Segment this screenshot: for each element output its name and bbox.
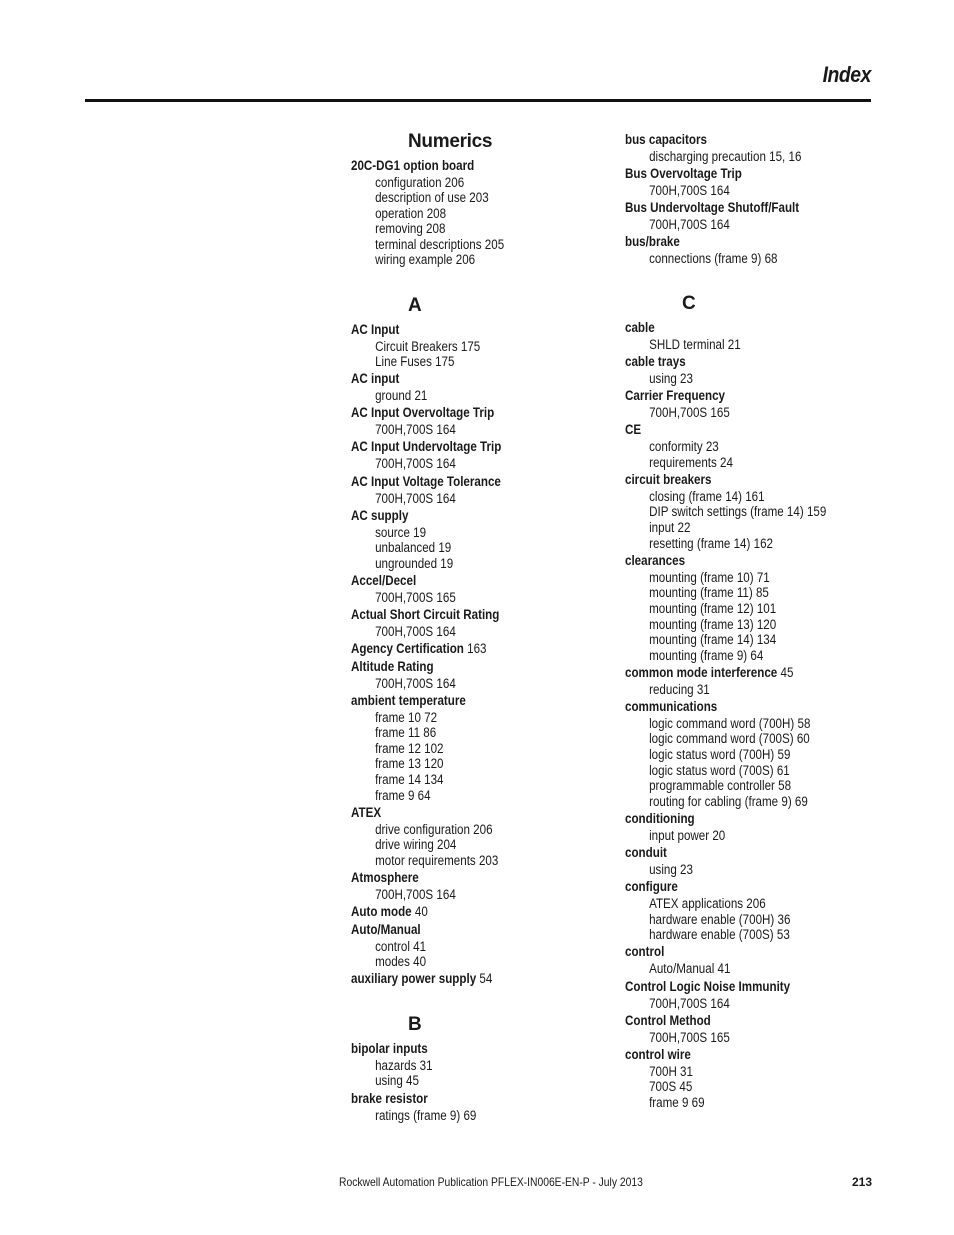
footer-page-number: 213: [852, 1175, 873, 1189]
index-subentry: SHLD terminal 21: [649, 336, 741, 352]
index-subentry: frame 12 102: [375, 740, 444, 756]
index-subentries: [625, 250, 895, 267]
index-subentry: mounting (frame 13) 120: [649, 616, 777, 632]
index-subentry: ATEX applications 206: [649, 896, 766, 912]
index-subentries: [625, 370, 895, 387]
index-subentries: [625, 895, 895, 943]
index-subentry: logic command word (700S) 60: [649, 731, 810, 747]
index-subentry: 700S 45: [649, 1079, 693, 1095]
index-subentry: configuration 206: [375, 174, 465, 190]
index-subentries: [351, 709, 621, 804]
entry-term-text: Altitude Rating: [351, 658, 434, 674]
index-entry-term: [351, 1039, 583, 1057]
entry-term-text: cable trays: [625, 353, 686, 369]
index-subentries: [351, 886, 621, 903]
index-subentry: 700H,700S 164: [375, 490, 456, 506]
entry-term-text: Accel/Decel: [351, 572, 417, 588]
index-entry-term: [351, 657, 583, 675]
index-subentries: [351, 455, 621, 472]
index-subentry: closing (frame 14) 161: [649, 488, 765, 504]
index-entry-term: [625, 977, 857, 995]
entry-term-text: Auto/Manual: [351, 921, 421, 937]
index-subentry: 700H 31: [649, 1063, 693, 1079]
entry-page-ref: 163: [467, 641, 487, 657]
index-subentries: [351, 1107, 621, 1124]
entry-term-text: common mode interference: [625, 664, 778, 680]
index-subentry: hardware enable (700S) 53: [649, 927, 790, 943]
index-section: [351, 1011, 621, 1123]
index-subentries: [625, 438, 895, 470]
index-subentry: 700H,700S 164: [649, 995, 730, 1011]
index-entry-term: [351, 506, 583, 524]
index-subentry: using 45: [375, 1073, 419, 1089]
index-subentries: [625, 995, 895, 1012]
entry-term-text: control wire: [625, 1046, 691, 1062]
index-subentry: Circuit Breakers 175: [375, 338, 481, 354]
entry-term-text: AC Input Overvoltage Trip: [351, 405, 495, 421]
index-subentries: [625, 1029, 895, 1046]
index-subentry: frame 14 134: [375, 772, 444, 788]
index-subentry: 700H,700S 164: [649, 182, 730, 198]
index-subentries: [351, 589, 621, 606]
index-entry-term: [351, 472, 583, 490]
index-entry-term: [625, 130, 857, 148]
entry-term-text: ATEX: [351, 804, 382, 820]
index-subentry: operation 208: [375, 205, 447, 221]
entry-term-text: ambient temperature: [351, 692, 466, 708]
index-subentry: drive configuration 206: [375, 821, 493, 837]
index-entry-term: [625, 1011, 857, 1029]
entry-term-text: CE: [625, 422, 642, 438]
index-subentry: ground 21: [375, 388, 428, 404]
index-section: [351, 128, 621, 268]
index-subentry: logic command word (700H) 58: [649, 715, 811, 731]
index-subentry: using 23: [649, 862, 693, 878]
index-subentry: resetting (frame 14) 162: [649, 535, 773, 551]
section-heading: B: [408, 1014, 422, 1036]
index-subentry: 700H,700S 164: [375, 456, 456, 472]
entry-term-text: AC Input Undervoltage Trip: [351, 439, 502, 455]
index-entry-term: [351, 970, 583, 988]
index-subentry: mounting (frame 11) 85: [649, 585, 769, 601]
index-entry-term: [351, 903, 583, 921]
index-subentry: frame 10 72: [375, 709, 438, 725]
index-subentry: removing 208: [375, 221, 446, 237]
entry-term-text: control: [625, 944, 665, 960]
index-subentries: [351, 938, 621, 970]
index-entry-term: [625, 352, 857, 370]
entry-term-text: conduit: [625, 845, 667, 861]
index-column-right: [625, 130, 895, 1110]
index-subentries: [625, 960, 895, 977]
index-entry-term: [625, 943, 857, 961]
index-subentry: mounting (frame 10) 71: [649, 569, 770, 585]
index-column-left: [351, 128, 621, 1123]
entry-term-text: circuit breakers: [625, 471, 712, 487]
entry-term-text: brake resistor: [351, 1090, 428, 1106]
index-subentries: [625, 569, 895, 664]
index-subentry: ratings (frame 9) 69: [375, 1107, 477, 1123]
footer-publication: Rockwell Automation Publication PFLEX-IN006E-EN-P - July 2013: [339, 1175, 643, 1189]
index-subentry: wiring example 206: [375, 252, 476, 268]
index-subentry: frame 13 120: [375, 756, 444, 772]
entry-term-text: bus/brake: [625, 233, 680, 249]
entry-term-text: configure: [625, 879, 678, 895]
index-subentries: [351, 490, 621, 507]
index-subentries: [351, 387, 621, 404]
index-subentry: connections (frame 9) 68: [649, 250, 778, 266]
entry-term-text: AC Input: [351, 321, 400, 337]
index-subentry: 700H,700S 164: [375, 887, 456, 903]
index-subentry: frame 9 69: [649, 1094, 705, 1110]
index-entry-term: [625, 551, 857, 569]
entry-term-text: AC Input Voltage Tolerance: [351, 473, 501, 489]
index-subentries: [625, 488, 895, 551]
entry-page-ref: 40: [414, 904, 428, 920]
index-subentries: [625, 715, 895, 810]
index-entry-term: [351, 438, 583, 456]
index-subentries: [625, 827, 895, 844]
index-entry-term: [625, 844, 857, 862]
index-entry-term: [351, 803, 583, 821]
index-entry-term: [351, 571, 583, 589]
entry-term-text: Control Method: [625, 1012, 711, 1028]
entry-term-text: auxiliary power supply: [351, 971, 477, 987]
index-subentry: 700H,700S 164: [375, 624, 456, 639]
index-subentry: mounting (frame 9) 64: [649, 647, 764, 663]
index-subentry: 700H,700S 165: [375, 589, 456, 605]
entry-term-text: Agency Certification: [351, 641, 464, 657]
entry-term-text: AC supply: [351, 507, 409, 523]
index-subentry: input power 20: [649, 827, 726, 843]
index-subentry: input 22: [649, 520, 691, 536]
index-section: [625, 290, 895, 1110]
index-subentry: frame 9 64: [375, 787, 431, 803]
entry-term-text: Carrier Frequency: [625, 388, 726, 404]
section-heading: A: [408, 295, 422, 317]
index-subentry: 700H,700S 164: [375, 422, 456, 438]
entry-term-text: conditioning: [625, 810, 695, 826]
index-subentry: 700H,700S 164: [375, 675, 456, 691]
index-entry-term: [625, 198, 857, 216]
index-entry-term: [351, 920, 583, 938]
index-subentries: [351, 821, 621, 869]
index-subentry: description of use 203: [375, 190, 489, 206]
index-subentry: 700H,700S 165: [649, 1029, 730, 1045]
index-subentry: source 19: [375, 524, 427, 540]
index-section: [351, 292, 621, 987]
index-entry-term: [351, 691, 583, 709]
index-subentries: [625, 216, 895, 233]
header-rule: [85, 99, 871, 102]
section-heading: C: [682, 293, 696, 315]
index-subentry: 700H,700S 165: [649, 405, 730, 421]
index-entry-term: [625, 809, 857, 827]
index-subentry: discharging precaution 15, 16: [649, 148, 802, 164]
index-entry-term: [351, 869, 583, 887]
entry-term-text: bus capacitors: [625, 131, 707, 147]
index-subentry: mounting (frame 14) 134: [649, 632, 777, 648]
entry-term-text: cable: [625, 319, 655, 335]
entry-term-text: 20C-DG1 option board: [351, 157, 475, 173]
index-entry-term: [351, 640, 583, 658]
index-subentry: unbalanced 19: [375, 540, 452, 556]
index-subentry: modes 40: [375, 954, 427, 970]
index-subentry: routing for cabling (frame 9) 69: [649, 793, 808, 809]
index-subentries: [625, 404, 895, 421]
index-subentry: 700H,700S 164: [649, 216, 730, 232]
index-section: [625, 130, 895, 266]
entry-term-text: Actual Short Circuit Rating: [351, 607, 500, 622]
page-title: Index: [822, 62, 871, 87]
index-subentry: conformity 23: [649, 439, 719, 455]
index-subentries: [351, 1057, 621, 1089]
index-subentry: frame 11 86: [375, 725, 437, 741]
entry-term-text: Control Logic Noise Immunity: [625, 978, 791, 994]
index-entry-term: [351, 156, 583, 174]
entry-term-text: communications: [625, 698, 718, 714]
index-subentry: hardware enable (700H) 36: [649, 911, 791, 927]
entry-term-text: AC input: [351, 371, 400, 387]
index-subentries: [625, 148, 895, 165]
index-subentry: DIP switch settings (frame 14) 159: [649, 504, 827, 520]
index-entry-term: [625, 387, 857, 405]
index-entry-term: [625, 1045, 857, 1063]
index-subentry: logic status word (700H) 59: [649, 747, 791, 763]
index-subentry: drive wiring 204: [375, 837, 457, 853]
entry-term-text: Atmosphere: [351, 870, 419, 886]
index-subentry: requirements 24: [649, 454, 733, 470]
index-subentries: [625, 182, 895, 199]
entry-page-ref: 45: [780, 664, 794, 680]
index-entry-term: [625, 697, 857, 715]
index-subentries: [625, 1063, 895, 1111]
section-heading: Numerics: [408, 131, 493, 152]
index-entry-term: [351, 606, 583, 624]
index-subentry: Line Fuses 175: [375, 354, 455, 370]
entry-term-text: Bus Undervoltage Shutoff/Fault: [625, 199, 800, 215]
index-entry-term: [351, 1089, 583, 1107]
index-subentry: Auto/Manual 41: [649, 961, 731, 977]
index-entry-term: [625, 421, 857, 439]
index-entry-term: [625, 470, 857, 488]
index-subentries: [625, 681, 895, 698]
index-entry-term: [625, 878, 857, 896]
index-entry-term: [625, 232, 857, 250]
index-subentries: [351, 338, 621, 370]
index-entry-term: [351, 404, 583, 422]
index-subentry: motor requirements 203: [375, 852, 499, 868]
entry-term-text: clearances: [625, 552, 686, 568]
index-subentries: [351, 174, 621, 269]
index-entry-term: [625, 318, 857, 336]
index-subentries: [351, 524, 621, 572]
index-subentry: mounting (frame 12) 101: [649, 600, 777, 616]
index-subentries: [351, 623, 621, 640]
index-subentry: programmable controller 58: [649, 778, 792, 794]
index-subentry: terminal descriptions 205: [375, 236, 505, 252]
index-subentry: logic status word (700S) 61: [649, 762, 790, 778]
index-subentry: using 23: [649, 370, 693, 386]
index-subentries: [625, 861, 895, 878]
index-subentry: hazards 31: [375, 1057, 433, 1073]
index-subentries: [351, 421, 621, 438]
entry-term-text: Bus Overvoltage Trip: [625, 165, 742, 181]
entry-term-text: Auto mode: [351, 904, 412, 920]
entry-page-ref: 54: [479, 971, 493, 987]
index-subentry: control 41: [375, 938, 427, 954]
index-entry-term: [625, 164, 857, 182]
entry-term-text: bipolar inputs: [351, 1040, 428, 1056]
index-entry-term: [625, 663, 857, 681]
index-subentry: ungrounded 19: [375, 555, 454, 571]
index-subentry: reducing 31: [649, 681, 710, 697]
index-subentries: [625, 336, 895, 353]
index-entry-term: [351, 320, 583, 338]
index-entry-term: [351, 370, 583, 388]
index-subentries: [351, 675, 621, 692]
